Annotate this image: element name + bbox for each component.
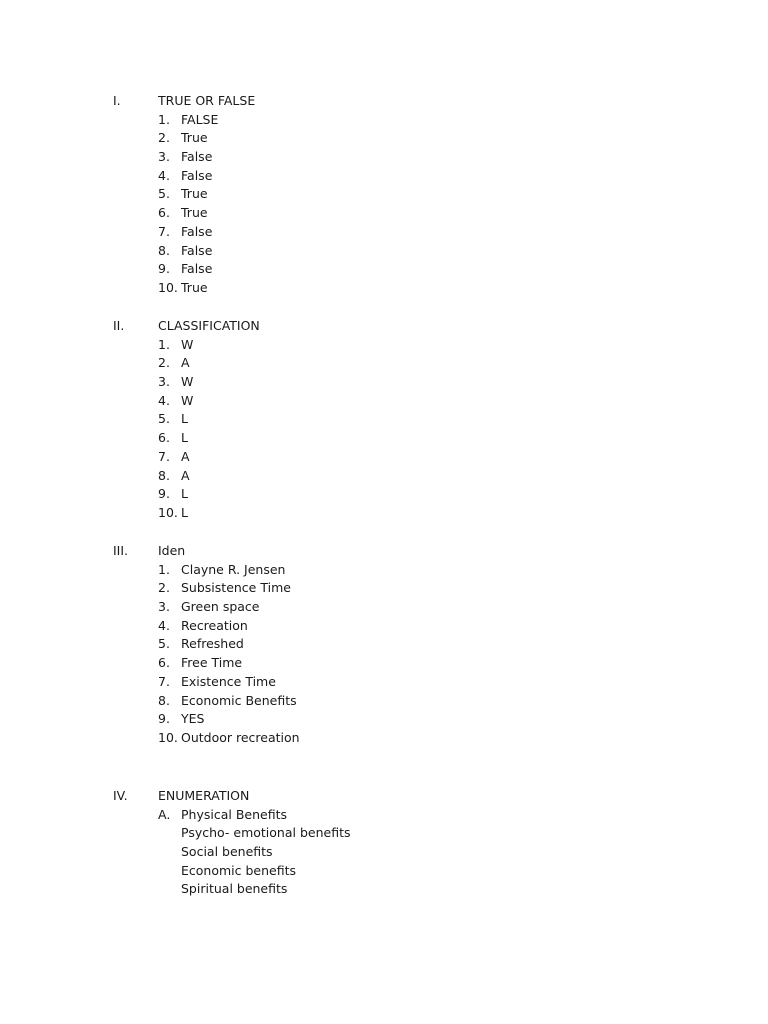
item-number: 8. bbox=[158, 242, 170, 258]
item-answer: Clayne R. Jensen bbox=[181, 561, 286, 577]
item-answer: A bbox=[181, 448, 190, 464]
item-answer: Spiritual benefits bbox=[181, 881, 288, 897]
item-answer: False bbox=[181, 223, 213, 239]
item-letter: A. bbox=[158, 806, 171, 822]
item-number: 7. bbox=[158, 448, 170, 464]
item-number: 7. bbox=[158, 223, 170, 239]
item-number: 4. bbox=[158, 617, 170, 633]
item-number: 2. bbox=[158, 130, 170, 146]
item-answer: L bbox=[181, 486, 188, 502]
item-number: 1. bbox=[158, 561, 170, 577]
item-answer: Physical Benefits bbox=[181, 806, 287, 822]
item-answer: Free Time bbox=[181, 655, 243, 671]
item-answer: A bbox=[181, 355, 190, 371]
item-number: 2. bbox=[158, 580, 170, 596]
item-number: 8. bbox=[158, 692, 170, 708]
item-number: 10. bbox=[158, 504, 178, 520]
item-answer: Existence Time bbox=[181, 673, 276, 689]
item-answer: Social benefits bbox=[181, 844, 273, 860]
item-answer: W bbox=[181, 392, 194, 408]
item-number: 8. bbox=[158, 467, 170, 483]
item-number: 9. bbox=[158, 261, 170, 277]
item-number: 6. bbox=[158, 430, 170, 446]
item-number: 6. bbox=[158, 205, 170, 221]
item-answer: FALSE bbox=[181, 111, 219, 127]
item-answer: Green space bbox=[181, 599, 260, 615]
item-number: 3. bbox=[158, 149, 170, 165]
item-answer: Economic benefits bbox=[181, 862, 297, 878]
item-answer: Psycho- emotional benefits bbox=[181, 825, 351, 841]
item-answer: False bbox=[181, 167, 213, 183]
section-numeral: II. bbox=[113, 318, 125, 333]
item-number: 3. bbox=[158, 374, 170, 390]
section-numeral: IV. bbox=[113, 788, 128, 803]
item-number: 5. bbox=[158, 186, 170, 202]
item-answer: W bbox=[181, 374, 194, 390]
section-title: TRUE OR FALSE bbox=[158, 93, 256, 108]
item-answer: True bbox=[181, 130, 208, 146]
item-number: 1. bbox=[158, 111, 170, 127]
section-title: Iden bbox=[158, 543, 186, 558]
item-number: 5. bbox=[158, 411, 170, 427]
item-number: 1. bbox=[158, 336, 170, 352]
item-answer: W bbox=[181, 336, 194, 352]
section-numeral: I. bbox=[113, 93, 121, 108]
item-answer: Refreshed bbox=[181, 636, 244, 652]
item-answer: L bbox=[181, 504, 188, 520]
item-answer: Outdoor recreation bbox=[181, 729, 300, 745]
item-answer: True bbox=[181, 205, 208, 221]
item-number: 9. bbox=[158, 711, 170, 727]
item-answer: False bbox=[181, 149, 213, 165]
item-answer: Recreation bbox=[181, 617, 248, 633]
item-answer: Economic Benefits bbox=[181, 692, 297, 708]
section-numeral: III. bbox=[113, 543, 129, 558]
item-answer: L bbox=[181, 411, 188, 427]
item-number: 4. bbox=[158, 167, 170, 183]
item-answer: YES bbox=[181, 711, 205, 727]
item-answer: False bbox=[181, 261, 213, 277]
item-answer: L bbox=[181, 430, 188, 446]
item-answer: True bbox=[181, 279, 208, 295]
item-number: 9. bbox=[158, 486, 170, 502]
item-answer: A bbox=[181, 467, 190, 483]
item-number: 3. bbox=[158, 599, 170, 615]
item-number: 6. bbox=[158, 655, 170, 671]
item-answer: False bbox=[181, 242, 213, 258]
item-number: 4. bbox=[158, 392, 170, 408]
item-number: 7. bbox=[158, 673, 170, 689]
item-number: 2. bbox=[158, 355, 170, 371]
section-title: ENUMERATION bbox=[158, 788, 250, 803]
item-number: 10. bbox=[158, 729, 178, 745]
item-answer: True bbox=[181, 186, 208, 202]
item-number: 10. bbox=[158, 279, 178, 295]
item-number: 5. bbox=[158, 636, 170, 652]
item-answer: Subsistence Time bbox=[181, 580, 291, 596]
section-title: CLASSIFICATION bbox=[158, 318, 260, 333]
